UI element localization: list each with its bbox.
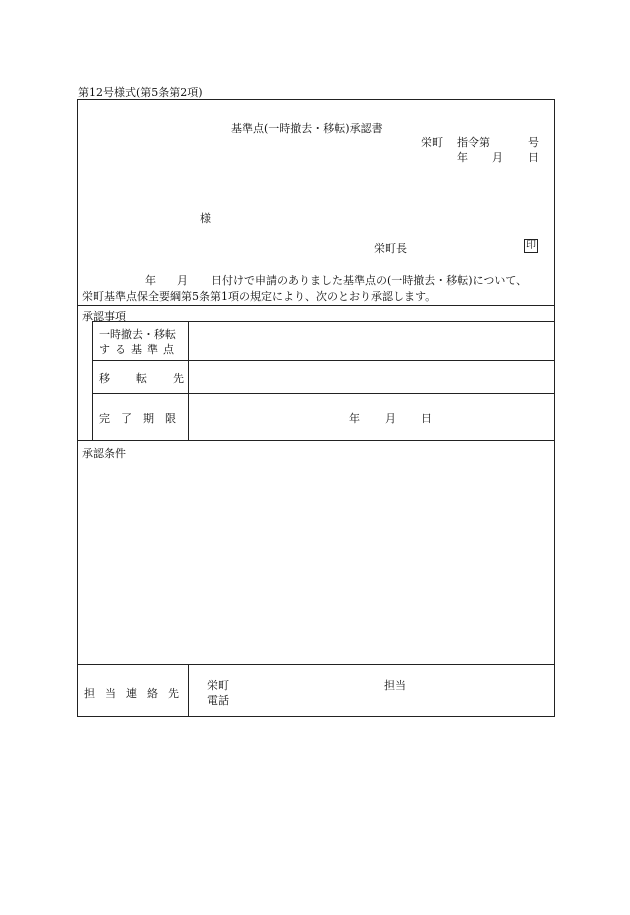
form-number: 第12号様式(第5条第2項)	[78, 86, 203, 99]
body-month-label: 月	[177, 274, 188, 287]
body-line-2: 栄町基準点保全要綱第5条第1項の規定により、次のとおり承認します。	[82, 290, 437, 303]
issuer-town: 栄町	[421, 136, 443, 149]
signatory: 栄町長	[374, 242, 407, 255]
target-label-line-2: する基準点	[99, 343, 179, 356]
contact-phone-label: 電話	[207, 694, 229, 707]
date-month-label: 月	[492, 151, 503, 164]
items-left-border	[92, 321, 93, 440]
deadline-label: 完了期限	[99, 412, 187, 425]
number-suffix: 号	[528, 136, 539, 149]
contact-label: 担当連絡先	[84, 687, 189, 700]
divider-destination	[92, 360, 555, 361]
contact-person-label: 担当	[384, 679, 406, 692]
divider-conditions	[77, 440, 555, 441]
date-year-label: 年	[457, 151, 468, 164]
date-day-label: 日	[528, 151, 539, 164]
document-title: 基準点(一時撤去・移転)承認書	[231, 122, 383, 135]
addressee-suffix: 様	[200, 212, 211, 225]
deadline-year-label: 年	[349, 412, 360, 425]
divider-contact	[77, 664, 555, 665]
conditions-heading: 承認条件	[82, 447, 126, 460]
deadline-month-label: 月	[385, 412, 396, 425]
target-label-line-1: 一時撤去・移転	[99, 328, 176, 341]
contact-town: 栄町	[207, 679, 229, 692]
deadline-day-label: 日	[421, 412, 432, 425]
divider-deadline	[92, 393, 555, 394]
approval-items-heading: 承認事項	[82, 310, 126, 323]
seal-mark: 印	[526, 240, 536, 251]
body-line-1: 日付けで申請のありました基準点の(一時撤去・移転)について、	[211, 274, 528, 287]
destination-label: 移転先	[99, 372, 210, 385]
directive-number-label: 指令第	[457, 136, 490, 149]
divider-items-top	[92, 321, 555, 322]
body-year-label: 年	[145, 274, 156, 287]
approval-form	[77, 99, 555, 717]
divider-approval-items	[77, 305, 555, 306]
